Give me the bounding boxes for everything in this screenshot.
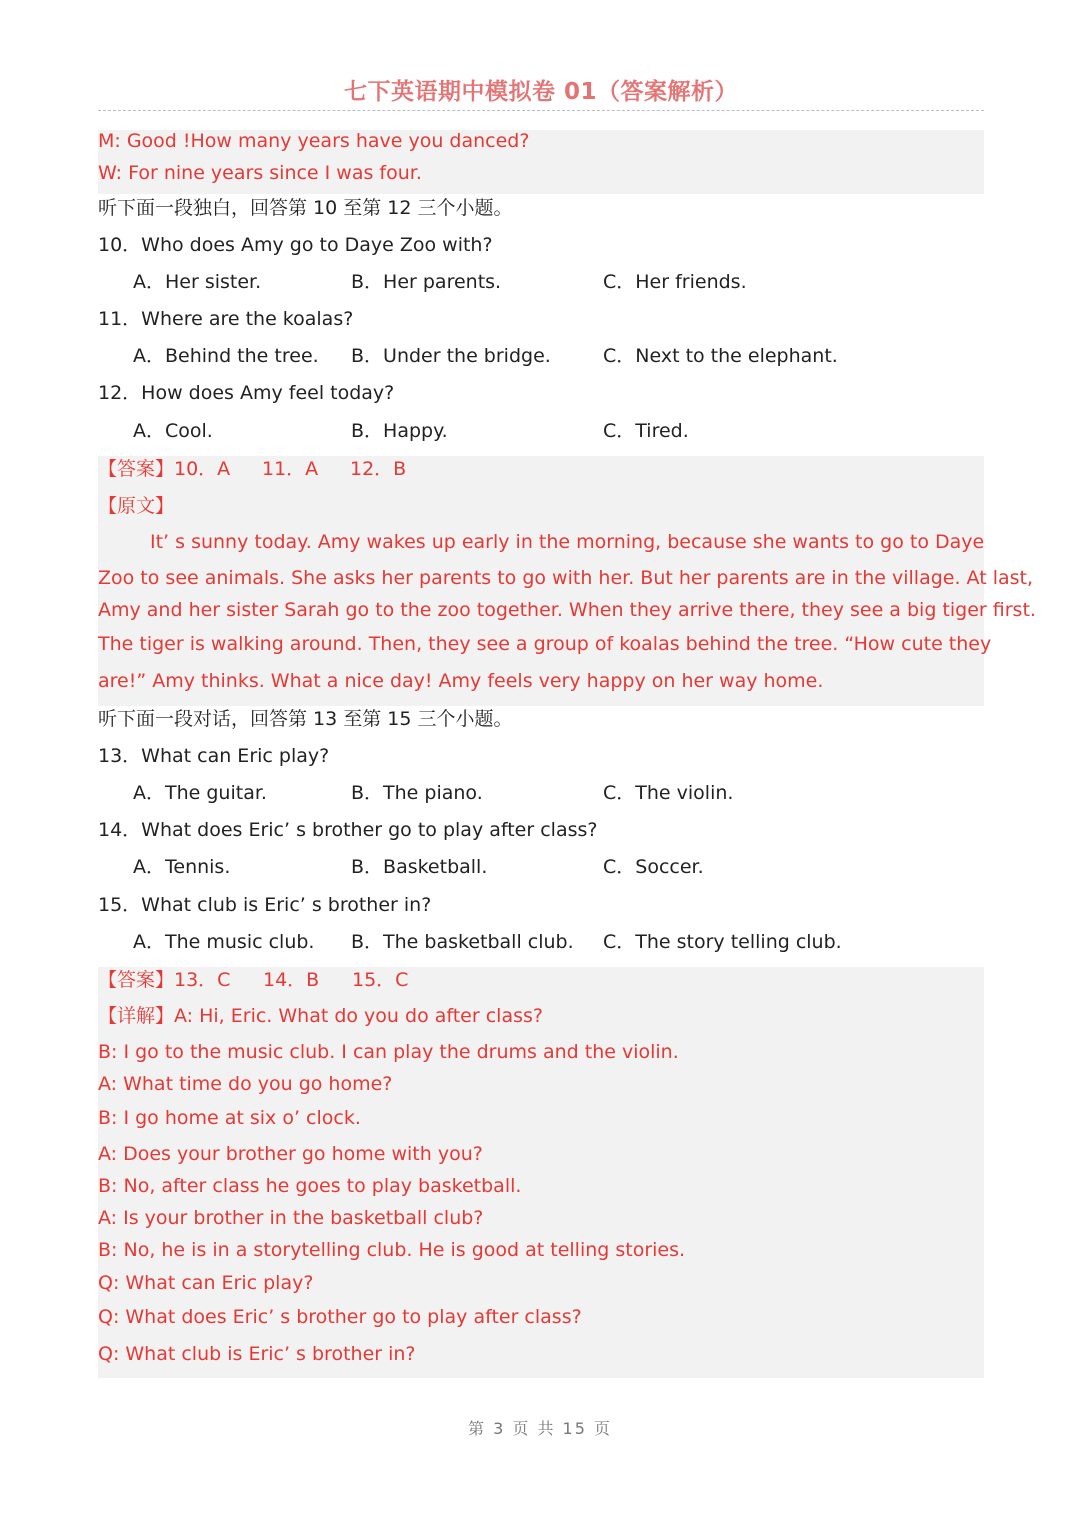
question-15: 15．What club is Eric’ s brother in? xyxy=(98,894,432,916)
detail-label: 【详解】 xyxy=(98,1005,175,1027)
footer-text: 第 xyxy=(467,1419,486,1438)
answer-label: 【答案】 xyxy=(98,969,175,991)
total-pages: 15 xyxy=(562,1419,587,1438)
option-b: B．Under the bridge. xyxy=(351,345,551,367)
dialog-line: B: No, after class he goes to play basketball. xyxy=(98,1175,522,1197)
option-b: B．Her parents. xyxy=(351,271,502,293)
option-a: A．The guitar. xyxy=(133,782,267,804)
passage-line: Amy and her sister Sarah go to the zoo together. When they arrive there, they see a big tiger first. xyxy=(98,599,1036,621)
answer-item: 12．B xyxy=(350,458,407,480)
option-b: B．The basketball club. xyxy=(351,931,574,953)
option-c: C．Her friends. xyxy=(603,271,747,293)
answer-item: 13．C xyxy=(174,969,231,991)
instruction-text: 听下面一段独白，回答第 10 至第 12 三个小题。 xyxy=(98,197,513,219)
option-a: A．Cool. xyxy=(133,420,213,442)
original-label: 【原文】 xyxy=(98,495,175,517)
answer-item: 14．B xyxy=(263,969,320,991)
option-c: C．Soccer. xyxy=(603,856,704,878)
option-a: A．Her sister. xyxy=(133,271,262,293)
option-a: A．The music club. xyxy=(133,931,315,953)
answer-item: 11．A xyxy=(262,458,319,480)
passage-line: Zoo to see animals. She asks her parents to go with her. But her parents are in the village. At last, xyxy=(98,567,1034,589)
option-b: B．The piano. xyxy=(351,782,483,804)
question-11: 11．Where are the koalas? xyxy=(98,308,354,330)
option-c: C．Next to the elephant. xyxy=(603,345,838,367)
option-a: A．Behind the tree. xyxy=(133,345,319,367)
dialog-line: A: Does your brother go home with you? xyxy=(98,1143,483,1165)
answer-item: 15．C xyxy=(352,969,409,991)
answer-block-1 xyxy=(98,456,1036,706)
instruction-text: 听下面一段对话，回答第 13 至第 15 三个小题。 xyxy=(98,708,513,730)
dialog-line: Q: What can Eric play? xyxy=(98,1272,314,1294)
passage-line: It’ s sunny today. Amy wakes up early in the morning, because she wants to go to Daye xyxy=(150,531,985,553)
question-12: 12．How does Amy feel today? xyxy=(98,382,395,404)
option-c: C．The violin. xyxy=(603,782,734,804)
page-title: 七下英语期中模拟卷 01（答案解析） xyxy=(343,79,738,105)
dialog-line: B: No, he is in a storytelling club. He is good at telling stories. xyxy=(98,1239,686,1261)
dialog-line: W: For nine years since I was four. xyxy=(98,162,422,184)
question-13: 13．What can Eric play? xyxy=(98,745,330,767)
page-header xyxy=(98,74,984,111)
dialog-line: M: Good !How many years have you danced? xyxy=(98,130,530,152)
dialog-line: A: What time do you go home? xyxy=(98,1073,393,1095)
option-a: A．Tennis. xyxy=(133,856,231,878)
question-14: 14．What does Eric’ s brother go to play after class? xyxy=(98,819,598,841)
passage-line: are!” Amy thinks. What a nice day! Amy feels very happy on her way home. xyxy=(98,670,824,692)
option-c: C．Tired. xyxy=(603,420,689,442)
page-number: 3 xyxy=(493,1419,506,1438)
footer-text: 页 xyxy=(594,1419,613,1438)
passage-line: The tiger is walking around. Then, they see a group of koalas behind the tree. “How cute they xyxy=(98,633,992,655)
footer-text: 页 共 xyxy=(512,1419,556,1438)
dialog-line: A: Hi, Eric. What do you do after class? xyxy=(174,1005,543,1027)
answer-label: 【答案】 xyxy=(98,458,175,480)
option-b: B．Basketball. xyxy=(351,856,488,878)
answer-block-2 xyxy=(98,967,984,1378)
dialog-line: Q: What does Eric’ s brother go to play after class? xyxy=(98,1306,582,1328)
question-10: 10．Who does Amy go to Daye Zoo with? xyxy=(98,234,493,256)
page-footer xyxy=(0,1416,1080,1439)
dialog-top-block xyxy=(98,130,984,194)
dialog-line: B: I go to the music club. I can play the drums and the violin. xyxy=(98,1041,679,1063)
option-c: C．The story telling club. xyxy=(603,931,842,953)
dialog-line: Q: What club is Eric’ s brother in? xyxy=(98,1343,416,1365)
option-b: B．Happy. xyxy=(351,420,448,442)
answer-item: 10．A xyxy=(174,458,231,480)
dialog-line: B: I go home at six o’ clock. xyxy=(98,1107,361,1129)
dialog-line: A: Is your brother in the basketball club? xyxy=(98,1207,484,1229)
